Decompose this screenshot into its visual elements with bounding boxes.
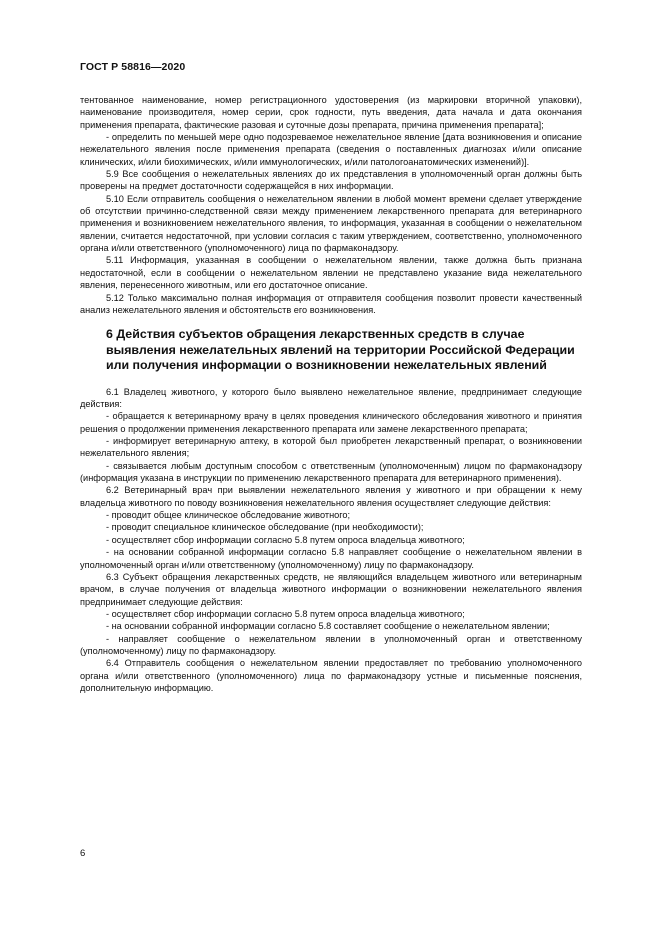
paragraph: - проводит специальное клиническое обследование (при необходимости);	[106, 522, 424, 533]
paragraph: - определить по меньшей мере одно подозреваемое нежелательное явление [дата возникновения и описание нежелательного явления после применения препарата (сведения о поставленных диагнозах и/или описание клинических, и/или биохимических, и/или иммунологических, и/или патологоанатомических изменений)].	[80, 132, 582, 167]
paragraph: тентованное наименование, номер регистрационного удостоверения (из маркировки вторичной упаковки), наименование производителя, номер серии, срок годности, путь введения, дата начала и дата окончания применения препарата, фактические разовая и суточные дозы препарата, причина применения препарата];	[80, 95, 582, 130]
document-body	[80, 94, 582, 694]
paragraph: - на основании собранной информации согласно 5.8 составляет сообщение о нежелательном явлении;	[106, 621, 550, 632]
paragraph: - направляет сообщение о нежелательном явлении в уполномоченный орган и ответственному (уполномоченному) лицу по фармаконадзору.	[80, 633, 582, 656]
paragraph: - осуществляет сбор информации согласно 5.8 путем опроса владельца животного;	[106, 608, 465, 619]
paragraph: - обращается к ветеринарному врачу в целях проведения клинического обследования животного и принятия решения о продолжении применения лекарственного препарата или замене лекарственного препарата;	[80, 411, 582, 434]
paragraph: - проводит общее клиническое обследование животного;	[106, 510, 351, 521]
paragraph: - связывается любым доступным способом с ответственным (уполномоченным) лицом по фармаконадзору (информация указана в инструкции по применению лекарственного препарата для ветеринарного применения).	[80, 460, 582, 484]
paragraph: 5.11 Информация, указанная в сообщении о нежелательном явлении, также должна быть признана недостаточной, если в сообщении о нежелательном явлении не представлено указание вида нежелательного явления, перенесенного животным, или его достаточное описание.	[80, 255, 582, 291]
paragraph: 5.12 Только максимально полная информация от отправителя сообщения позволит провести качественный анализ нежелательного явления и обстоятельств его возникновения.	[80, 292, 582, 315]
clauses-5-block	[80, 94, 582, 316]
paragraph: 6.1 Владелец животного, у которого было выявлено нежелательное явление, предпринимает следующие действия:	[80, 386, 582, 410]
document-header: ГОСТ Р 58816—2020	[80, 61, 186, 73]
paragraph: - информирует ветеринарную аптеку, в которой был приобретен лекарственный препарат, о возникновении нежелательного явления;	[80, 436, 582, 459]
paragraph: 5.10 Если отправитель сообщения о нежелательном явлении в любой момент времени сделает утверждение об отсутствии причинно-следственной связи между применением лекарственного препарата для ветеринарного применения и возникновением нежелательного явления, то информация, указанная в сообщении о нежелательном явлении, считается недостаточной, при условии согласия с таким утверждением, соответственно, уполномоченного органа и/или ответственного (уполномоченного) лица по фармаконадзору.	[80, 193, 582, 254]
clauses-6-block	[80, 386, 582, 695]
paragraph: - на основании собранной информации согласно 5.8 направляет сообщение о нежелательном явлении в уполномоченный орган и/или ответственному (уполномоченному) лицу по фармаконадзору.	[80, 547, 582, 570]
paragraph: - осуществляет сбор информации согласно 5.8 путем опроса владельца животного;	[106, 534, 465, 545]
paragraph: 6.2 Ветеринарный врач при выявлении нежелательного явления у животного и при обращении к нему владельца животного по поводу возникновения нежелательного явления осуществляет следующие действия:	[80, 485, 582, 508]
page-number: 6	[80, 848, 86, 859]
paragraph: 5.9 Все сообщения о нежелательных явлениях до их представления в уполномоченный орган должны быть проверены на предмет достаточности содержащейся в них информации.	[80, 169, 582, 192]
paragraph: 6.3 Субъект обращения лекарственных средств, не являющийся владельцем животного или ветеринарным врачом, в случае получения от владельца животного информации о возникновении нежелательного явления предпринимает следующие действия:	[80, 571, 582, 607]
paragraph: 6.4 Отправитель сообщения о нежелательном явлении предоставляет по требованию уполномоченного органа и/или ответственного (уполномоченного) лица по фармаконадзору устные и письменные пояснения, дополнительную информацию.	[80, 658, 582, 693]
section-6-title: 6 Действия субъектов обращения лекарственных средств в случае выявления нежелательных явлений на территории Российской Федерации или получения информации о возникновении нежелательных явлений	[106, 327, 575, 373]
